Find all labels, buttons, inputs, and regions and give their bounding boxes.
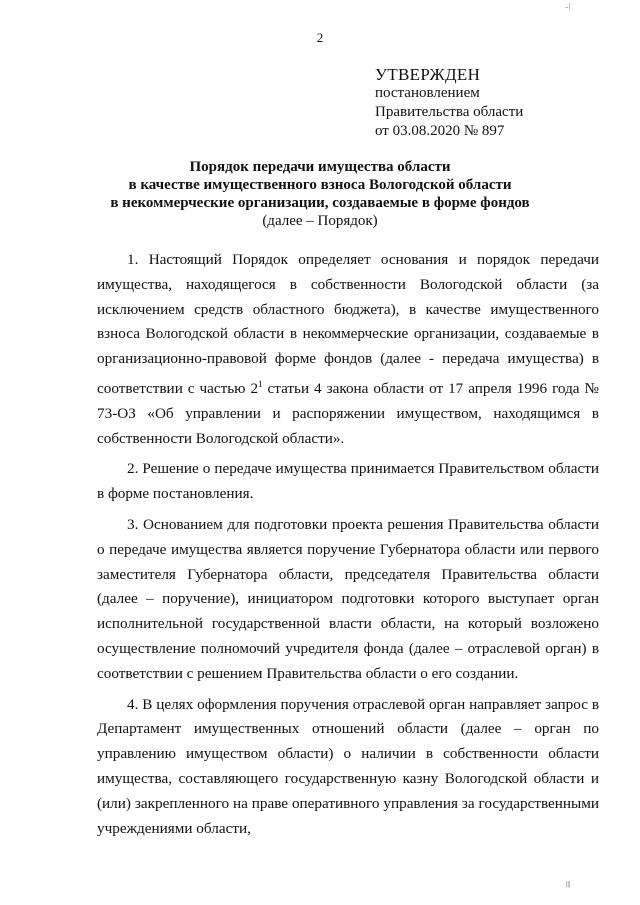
footer-scan-mark: ||| xyxy=(566,880,571,888)
paragraph-1 xyxy=(97,248,599,451)
document-body xyxy=(97,248,599,847)
document-title xyxy=(0,158,640,230)
title-line: Порядок передачи имущества области xyxy=(189,159,451,175)
paragraph-1-text-continued: статьи 4 закона области от 17 апреля 1996 года № 73-ОЗ «Об управлении и распоряжении имуществом, находящимся в собственности Вологодской области». xyxy=(97,380,599,447)
paragraph-1-text: 1. Настоящий Порядок определяет основания и порядок передачи имущества, находящегося в собственности Вологодской области (за исключением средств областного бюджета), в качестве имущественного взноса Вологодской области в некоммерческие организации, создаваемые в организационно-правовой форме фондов (далее - передача имущества) в соответствии с частью 2 xyxy=(97,251,599,398)
superscript-part-index: 1 xyxy=(258,378,263,389)
title-line: в некоммерческие организации, создаваемые в форме фондов xyxy=(110,195,530,211)
paragraph-4: 4. В целях оформления поручения отраслевой орган направляет запрос в Департамент имущественных отношений области (далее – орган по управлению имуществом области) о наличии в собственности области имущества, составляющего государственную казну Вологодской области и (или) закрепленного на праве оперативного управления за государственными учреждениями области, xyxy=(97,695,599,837)
page-number: 2 xyxy=(316,30,324,45)
approval-line: Правительства области xyxy=(375,104,524,120)
approval-date-number: от 03.08.2020 № 897 xyxy=(375,123,505,139)
approval-block xyxy=(375,65,523,141)
corner-scan-mark: ..| xyxy=(565,2,570,10)
title-abbreviation: (далее – Порядок) xyxy=(262,213,378,229)
title-line: в качестве имущественного взноса Вологодской области xyxy=(128,177,512,193)
paragraph-3: 3. Основанием для подготовки проекта решения Правительства области о передаче имущества является поручение Губернатора области или первого заместителя Губернатора области, председателя Правительства области (далее – поручение), инициатором подготовки которого выступает орган исполнительной государственной власти области, на который возложено осуществление полномочий учредителя фонда (далее – отраслевой орган) в соответствии с решением Правительства области о его создании. xyxy=(97,516,599,682)
paragraph-2: 2. Решение о передаче имущества принимается Правительством области в форме постановления. xyxy=(97,460,599,503)
approval-stamp: УТВЕРЖДЕН xyxy=(375,65,481,84)
approval-line: постановлением xyxy=(375,85,480,101)
